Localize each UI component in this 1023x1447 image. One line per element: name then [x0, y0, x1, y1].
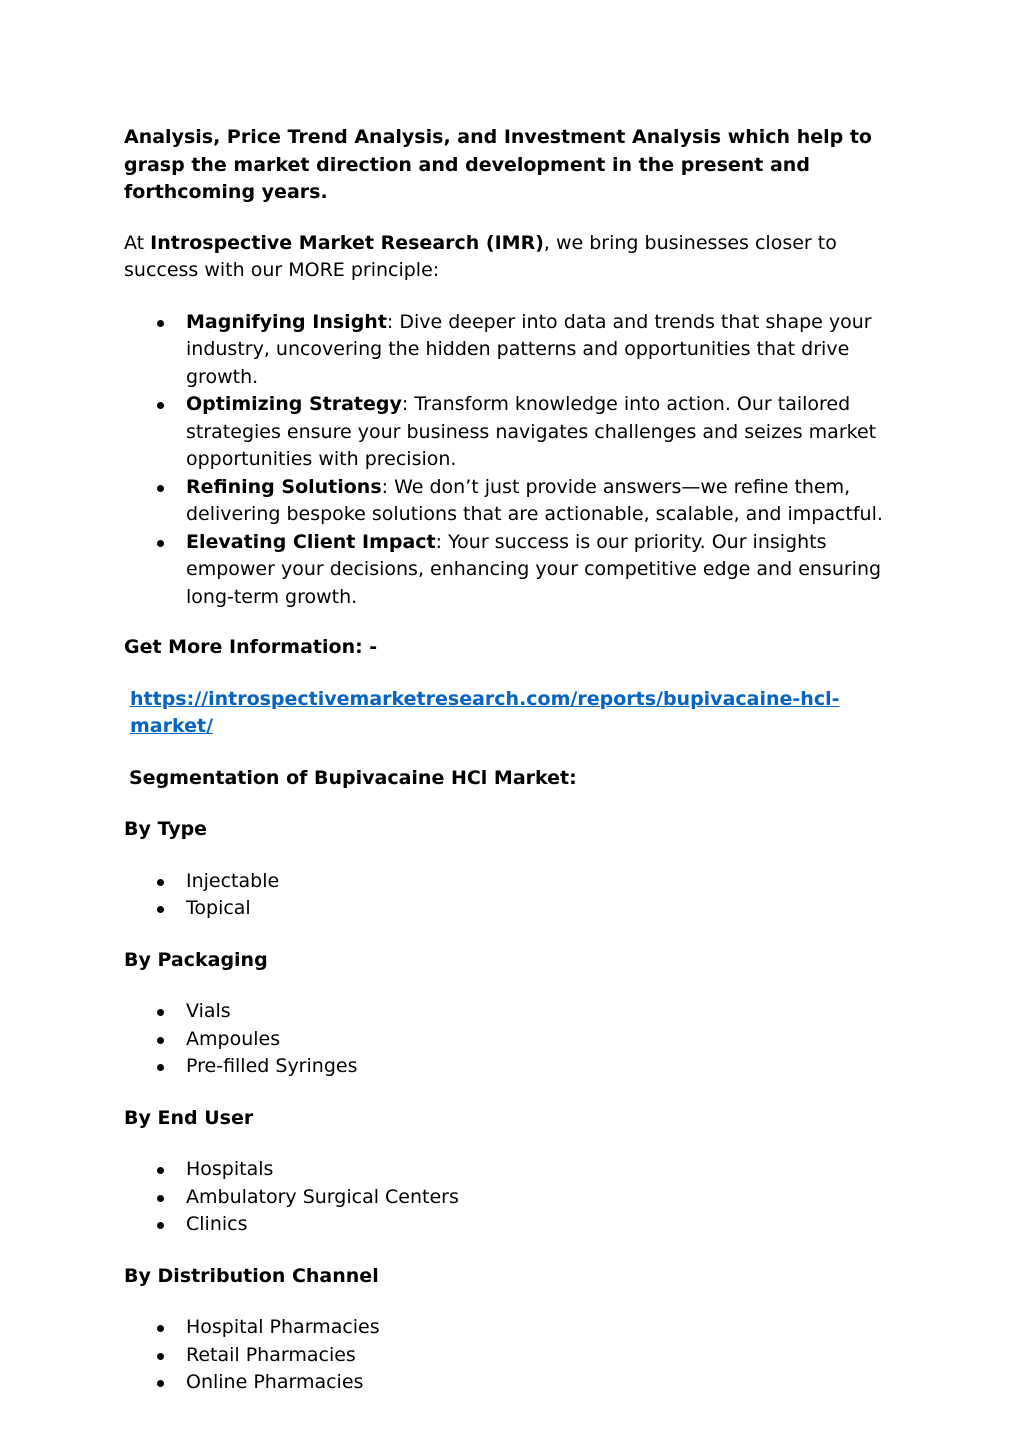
- principle-text: : Transform knowledge into action. Our tailored strategies ensure your business navigates challenges and seizes market opportunities with precision.: [186, 393, 877, 470]
- bullet-icon: [157, 906, 164, 913]
- list-item: [124, 998, 904, 1026]
- segment-item: Retail Pharmacies: [186, 1343, 356, 1366]
- segment-item: Injectable: [186, 869, 280, 892]
- bullet-icon: [157, 485, 164, 492]
- bullet-icon: [157, 1167, 164, 1174]
- list-item: [124, 1053, 904, 1081]
- list-item: [124, 1184, 904, 1212]
- segment-item: Hospitals: [186, 1158, 274, 1180]
- segmentation-title: Segmentation of Bupivacaine HCl Market:: [129, 766, 577, 789]
- by-type-list: [124, 868, 904, 923]
- by-end-user-list: [124, 1156, 904, 1239]
- list-item: [124, 474, 904, 529]
- principle-text: : Your success is our priority. Our insights empower your decisions, enhancing your competitive edge and ensuring long-term growth.: [186, 530, 882, 608]
- segment-item: Pre-filled Syringes: [186, 1055, 358, 1077]
- list-item: [124, 391, 904, 474]
- segment-item: Ampoules: [186, 1027, 281, 1050]
- more-info-heading: Get More Information: -: [124, 636, 378, 658]
- by-packaging-heading: By Packaging: [124, 948, 268, 971]
- bullet-icon: [157, 1325, 164, 1332]
- more-principle-list: [124, 309, 904, 612]
- bullet-icon: [157, 1009, 164, 1016]
- bullet-icon: [157, 320, 164, 327]
- report-link[interactable]: https://introspectivemarketresearch.com/reports/bupivacaine-hcl-market/: [130, 687, 840, 737]
- list-item: [124, 1342, 904, 1370]
- document-page: [124, 124, 904, 1397]
- list-item: [124, 1369, 904, 1397]
- bullet-icon: [157, 540, 164, 547]
- list-item: [124, 868, 904, 896]
- list-item: [124, 1156, 904, 1184]
- principle-text: : Dive deeper into data and trends that shape your industry, uncovering the hidden patterns and opportunities that drive growth.: [186, 310, 872, 388]
- imr-company-name: Introspective Market Research (IMR): [150, 231, 544, 254]
- by-type-heading: By Type: [124, 818, 208, 840]
- list-item: [124, 309, 904, 392]
- bullet-icon: [157, 1064, 164, 1071]
- principle-title: Optimizing Strategy: [186, 393, 402, 415]
- segment-item: Ambulatory Surgical Centers: [186, 1185, 459, 1208]
- list-item: [124, 1314, 904, 1342]
- principle-title: Elevating Client Impact: [186, 530, 436, 553]
- segment-item: Online Pharmacies: [186, 1371, 364, 1393]
- principle-text: : We don’t just provide answers—we refine them, delivering bespoke solutions that are actionable, scalable, and impactful.: [186, 475, 883, 525]
- by-distribution-heading: By Distribution Channel: [124, 1264, 379, 1287]
- list-item: [124, 895, 904, 923]
- list-item: [124, 1026, 904, 1054]
- segment-item: Topical: [186, 897, 251, 919]
- by-distribution-list: [124, 1314, 904, 1397]
- list-item: [124, 1211, 904, 1239]
- bullet-icon: [157, 1353, 164, 1360]
- imr-prefix: At: [124, 231, 151, 254]
- by-end-user-heading: By End User: [124, 1106, 254, 1129]
- imr-suffix: , we bring businesses closer to success with our MORE principle:: [124, 231, 837, 281]
- bullet-icon: [157, 1222, 164, 1229]
- bullet-icon: [157, 1380, 164, 1387]
- principle-title: Refining Solutions: [186, 475, 382, 498]
- imr-paragraph: [124, 230, 904, 285]
- bullet-icon: [157, 1037, 164, 1044]
- segment-item: Vials: [186, 1000, 231, 1022]
- intro-paragraph: Analysis, Price Trend Analysis, and Investment Analysis which help to grasp the market direction and development in the present and forthcoming years.: [124, 126, 872, 203]
- bullet-icon: [157, 879, 164, 886]
- list-item: [124, 529, 904, 612]
- bullet-icon: [157, 1195, 164, 1202]
- segment-item: Hospital Pharmacies: [186, 1316, 380, 1338]
- bullet-icon: [157, 402, 164, 409]
- by-packaging-list: [124, 998, 904, 1081]
- principle-title: Magnifying Insight: [186, 310, 387, 333]
- segment-item: Clinics: [186, 1213, 248, 1235]
